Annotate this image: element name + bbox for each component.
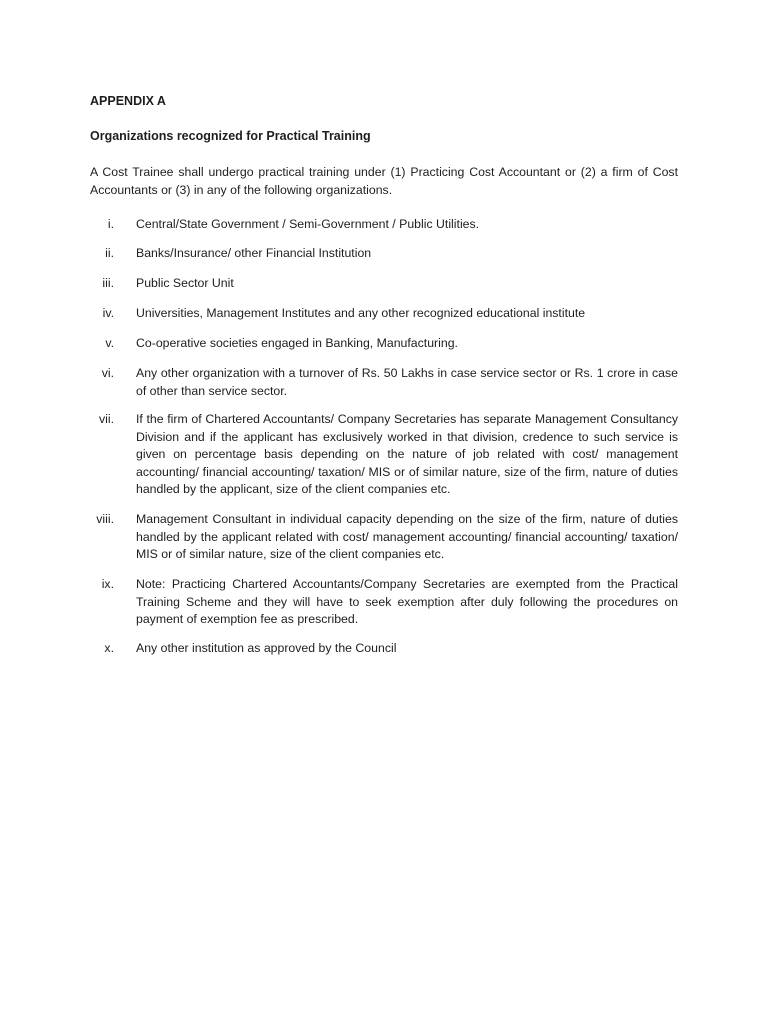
list-item-text: Note: Practicing Chartered Accountants/Company Secretaries are exempted from the Practical Training Scheme and they will have to seek exemption after duly following the procedures on payment of exemption fee as prescribed.: [136, 577, 678, 626]
list-numeral: x.: [104, 641, 114, 655]
list-item-text: Any other institution as approved by the Council: [136, 641, 397, 655]
list-numeral: iv.: [102, 306, 114, 320]
intro-paragraph: A Cost Trainee shall undergo practical training under (1) Practicing Cost Accountant or (2) a firm of Cost Accountants or (3) in any of the following organizations.: [90, 165, 678, 197]
list-numeral: vii.: [98, 412, 114, 426]
list-numeral: i.: [107, 217, 114, 231]
list-item-text: Co-operative societies engaged in Banking, Manufacturing.: [136, 336, 458, 350]
list-item-text: If the firm of Chartered Accountants/ Company Secretaries has separate Management Consultancy Division and if the applicant has exclusively worked in that division, credence to such service is given on percentage basis depending on the nature of job related with cost/ management accounting/ financial accounting/ taxation/ MIS or of similar nature, size of the firm, nature of duties handled by the applicant, size of the client companies etc.: [136, 412, 678, 496]
section-title: Organizations recognized for Practical Training: [90, 129, 371, 143]
list-numeral: ii.: [105, 246, 114, 260]
appendix-title: APPENDIX A: [90, 94, 166, 108]
list-numeral: v.: [105, 336, 114, 350]
list-numeral: ix.: [101, 577, 114, 591]
list-item-text: Banks/Insurance/ other Financial Institution: [136, 246, 372, 260]
list-numeral: viii.: [96, 512, 114, 526]
list-item-text: Any other organization with a turnover of Rs. 50 Lakhs in case service sector or Rs. 1 crore in case of other than service sector.: [136, 366, 678, 398]
list-numeral: iii.: [102, 276, 114, 290]
list-item-text: Central/State Government / Semi-Government / Public Utilities.: [136, 217, 480, 231]
list-numeral: vi.: [101, 366, 114, 380]
list-item-text: Management Consultant in individual capacity depending on the size of the firm, nature of duties handled by the applicant related with cost/ management accounting/ financial accounting/ taxation/ MIS or of similar nature, size of the client companies etc.: [136, 512, 678, 561]
list-item-text: Public Sector Unit: [136, 276, 234, 290]
list-item-text: Universities, Management Institutes and any other recognized educational institute: [136, 306, 586, 320]
